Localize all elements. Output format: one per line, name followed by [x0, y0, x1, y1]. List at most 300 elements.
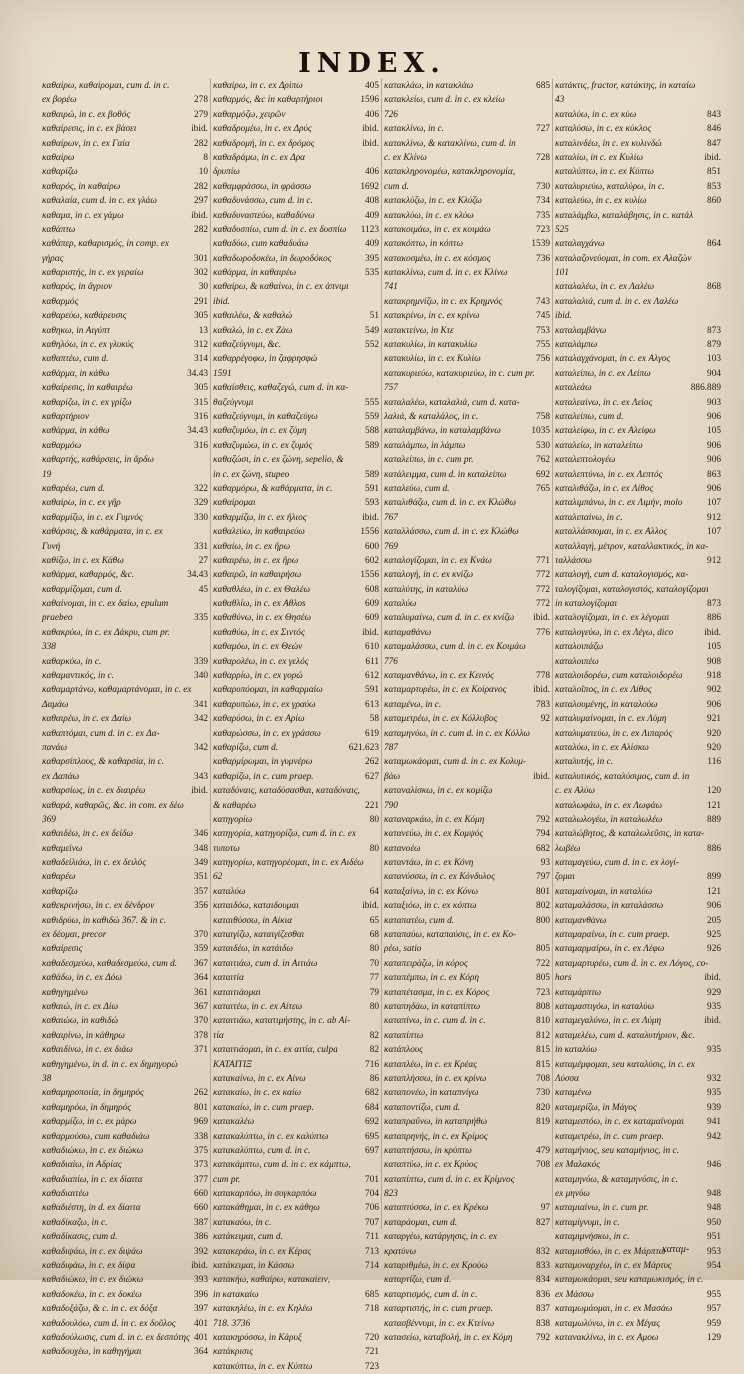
- page-reference: 904: [707, 368, 721, 379]
- page-reference: 535: [365, 268, 379, 279]
- index-entry: [555, 1101, 721, 1115]
- index-entry: [213, 1259, 379, 1273]
- page-reference: 730: [536, 1088, 550, 1099]
- index-term: καθηγημένω, in d. in c. ex δημηγορώ: [42, 1059, 178, 1070]
- page-reference: 312: [194, 340, 208, 351]
- index-term: κατακυλίω, in κατακυλίω: [384, 340, 478, 351]
- index-term: κατανύσσω, in c. ex Κόνδυλος: [384, 872, 495, 883]
- index-entry: [384, 655, 550, 669]
- index-entry: [42, 813, 208, 827]
- page-reference: 356: [194, 901, 208, 912]
- index-entry: [555, 482, 721, 496]
- index-term: καταλείπω, in c. cum pr.: [384, 455, 474, 466]
- index-entry: [555, 914, 721, 928]
- index-entry: [42, 180, 208, 194]
- index-entry: [213, 683, 379, 697]
- index-term: κατάκτις, fractor, κατάκτης, in καταίω: [555, 81, 696, 91]
- page-reference: 701: [365, 1174, 379, 1185]
- index-term: καθαδοκέω, in c. ex δοκέω: [42, 1289, 142, 1300]
- index-entry: [555, 942, 721, 956]
- page-reference: 305: [194, 311, 208, 322]
- index-entry: [555, 209, 721, 223]
- index-entry: [42, 971, 208, 985]
- page-reference: 387: [194, 1217, 208, 1228]
- page-reference: 1035: [531, 426, 550, 437]
- index-term: κατακλύω, in c. ex κλύω: [384, 210, 474, 221]
- index-entry: [42, 597, 208, 611]
- page-reference: 13: [198, 325, 208, 336]
- index-entry: [42, 827, 208, 841]
- page-reference: 80: [369, 1002, 379, 1012]
- page-reference: 734: [536, 196, 550, 207]
- index-column-1: [42, 79, 208, 1358]
- page-reference: ibid.: [191, 1261, 208, 1272]
- page-reference: 797: [536, 872, 550, 883]
- index-term: καταμαγεύω, cum d. in c. ex λογί-: [555, 858, 679, 869]
- index-term: praebeo: [42, 613, 73, 624]
- index-term: καθαιώω, in καθιδώ: [42, 1016, 118, 1027]
- index-entry: [555, 583, 721, 597]
- index-entry: [555, 324, 721, 338]
- index-term: καταλεπτύνω, in c. ex Λεπτός: [555, 469, 663, 480]
- index-term: κατακαίω, in c. ex καίω: [213, 1088, 302, 1099]
- index-term: καθαρμούσω, cum καθαδιάω: [42, 1131, 150, 1142]
- index-entry: [213, 496, 379, 510]
- index-entry: [213, 525, 379, 539]
- index-term: καταιδόω, καταιδουμαι: [213, 901, 299, 912]
- index-entry: [384, 698, 550, 712]
- page-reference: 8: [203, 152, 208, 163]
- index-term: κατασείω, καταβολή, in c. ex Κόμη: [384, 1332, 513, 1343]
- page-reference: 832: [536, 1246, 550, 1257]
- page-reference: ibid.: [362, 124, 379, 135]
- page-reference: 735: [536, 210, 550, 221]
- page-reference: 707: [365, 1217, 379, 1228]
- page-reference: 316: [194, 440, 208, 451]
- index-term: καταμαραίνω, in c. cum praep.: [555, 930, 670, 941]
- index-term: καταπειράζω, in κόρος: [384, 958, 468, 969]
- page-reference: 613: [365, 699, 379, 710]
- page-reference: 723: [365, 1361, 379, 1372]
- index-entry: [213, 223, 379, 237]
- index-entry: [42, 611, 208, 625]
- index-entry: [42, 482, 208, 496]
- page-reference: 377: [194, 1174, 208, 1185]
- index-entry: [384, 640, 550, 654]
- index-entry: [42, 784, 208, 798]
- index-entry: [42, 338, 208, 352]
- index-term: καθαιρέω, in c. ex ἥρω: [213, 555, 299, 566]
- index-entry: [555, 611, 721, 625]
- index-entry: [555, 1158, 721, 1172]
- index-entry: [555, 1317, 721, 1331]
- index-entry: [384, 1086, 550, 1100]
- page-reference: 697: [365, 1145, 379, 1156]
- index-term: καταπονέω, in καταπνίγω: [384, 1088, 479, 1099]
- page-reference: 692: [365, 1117, 379, 1128]
- index-term: καθαδίκαζω, in c.: [42, 1217, 108, 1228]
- index-term: καταλύτης, in καταλύω: [384, 584, 469, 595]
- index-term: καθαιδέω, in c. ex δείδω: [42, 829, 133, 840]
- page-reference: 685: [536, 81, 550, 91]
- page-reference: 836: [536, 1289, 550, 1300]
- page-reference: 837: [536, 1304, 550, 1315]
- index-entry: [555, 655, 721, 669]
- index-term: καθηλόω, in c. ex γλυκύς: [42, 340, 134, 351]
- index-term: κατακλάω, in κατακλάω: [384, 81, 474, 91]
- index-entry: [213, 381, 379, 395]
- index-term: καταμωκάομαι, cum d. in c. ex Κολυμ-: [384, 757, 527, 768]
- index-term: καταλύσω, in c. ex κύκλος: [555, 124, 652, 135]
- index-entry: [42, 137, 208, 151]
- page-reference: 611: [365, 656, 379, 667]
- index-entry: [42, 540, 208, 554]
- page-reference: 282: [194, 138, 208, 149]
- index-term: & καθαρέω: [213, 800, 257, 811]
- index-entry: [42, 324, 208, 338]
- index-term: καθαίρεσις: [42, 944, 83, 955]
- index-term: ζομαι: [555, 872, 576, 883]
- page-reference: 838: [536, 1318, 550, 1329]
- index-entry: [213, 367, 379, 381]
- page-reference: 359: [194, 944, 208, 955]
- index-term: καθαρώσσω, in c. ex γράσσω: [213, 728, 321, 739]
- page-reference: 93: [540, 858, 550, 869]
- index-entry: [384, 280, 550, 294]
- index-term: καθαμφράσσω, in φράσσω: [213, 181, 312, 192]
- index-term: καταπέμπω, in c. ex Κόρη: [384, 973, 479, 984]
- index-term: καθαρμόω: [42, 440, 82, 451]
- page-reference: 704: [365, 1189, 379, 1200]
- page-reference: 753: [536, 325, 550, 336]
- index-entry: [42, 554, 208, 568]
- index-entry: [213, 784, 379, 798]
- index-term: καθαδεσμεύω, καθαδεσμεύω, cum d.: [42, 958, 178, 969]
- index-term: καταλλάσσω, cum d. in c. ex Κλώθω: [384, 527, 519, 538]
- page-reference: 755: [536, 340, 550, 351]
- index-term: καταπλήσσω, in c. ex κρίνω: [384, 1073, 487, 1084]
- index-term: καταρτιστής, in c. cum praep.: [384, 1304, 494, 1315]
- index-entry: [213, 597, 379, 611]
- index-entry: [213, 1086, 379, 1100]
- page-reference: 889: [707, 814, 721, 825]
- index-term: 741: [384, 282, 398, 293]
- page-reference: 873: [707, 599, 721, 610]
- index-term: καταιδέω, in κατάιδω: [213, 944, 293, 955]
- index-entry: [42, 856, 208, 870]
- index-term: ex Μάσσω: [555, 1289, 594, 1300]
- page-reference: 591: [365, 483, 379, 494]
- index-term: κατακαλύπτω, cum d. in c.: [213, 1145, 311, 1156]
- index-term: καταριθμέω, in c. ex Κρούω: [384, 1261, 488, 1272]
- page-reference: 335: [194, 613, 208, 624]
- index-entry: [42, 741, 208, 755]
- page-reference: 758: [536, 411, 550, 422]
- index-entry: [42, 712, 208, 726]
- index-term: 823: [384, 1189, 398, 1200]
- index-term: καθαρμίζω, in c. ex ἥλιος: [213, 512, 307, 523]
- index-entry: [42, 1101, 208, 1115]
- index-entry: [384, 194, 550, 208]
- index-entry: [555, 223, 721, 237]
- index-entry: [555, 597, 721, 611]
- page-reference: 314: [194, 354, 208, 365]
- index-term: καταλοιπάζω: [555, 642, 604, 653]
- index-entry: [42, 165, 208, 179]
- page-reference: 820: [536, 1102, 550, 1113]
- page-reference: 205: [707, 915, 721, 926]
- index-term: καθαίρω, in c. ex Δρίπω: [213, 81, 303, 91]
- index-entry: [555, 540, 721, 554]
- index-entry: [213, 1201, 379, 1215]
- index-term: πανάω: [42, 742, 68, 753]
- page-reference: 794: [536, 829, 550, 840]
- page-reference: 684: [365, 1102, 379, 1113]
- page-reference: 329: [194, 498, 208, 509]
- index-term: καταργέω, κατάργησις, in c. ex: [384, 1232, 498, 1243]
- index-term: καθακρύω, in c. ex Δάκρυ, cum pr.: [42, 627, 170, 638]
- index-entry: [213, 1029, 379, 1043]
- page-reference: 718: [365, 1304, 379, 1315]
- index-term: καθάρμα, καθαρμός, &c.: [42, 570, 135, 581]
- index-entry: [384, 683, 550, 697]
- index-term: καθαριστής, in c. ex γεραίω: [42, 268, 144, 279]
- page-reference: 367: [194, 1002, 208, 1012]
- index-term: καταλιθάζω, cum d. in c. ex Κλώθω: [384, 498, 516, 509]
- index-entry: [384, 209, 550, 223]
- index-entry: [555, 1000, 721, 1014]
- index-term: καθαρτής, καθάρσεις, in ἄρδω: [42, 455, 154, 466]
- index-entry: [555, 784, 721, 798]
- index-term: καταιτέω, in c. ex Αίτεω: [213, 1002, 303, 1012]
- index-term: καταλαγχάνω: [555, 239, 605, 250]
- page-reference: 279: [194, 109, 208, 120]
- index-entry: [42, 223, 208, 237]
- page-reference: 860: [707, 196, 721, 207]
- page-reference: 331: [194, 541, 208, 552]
- page-reference: ibid.: [533, 613, 550, 624]
- index-entry: [384, 568, 550, 582]
- page-reference: 305: [194, 383, 208, 394]
- index-entry: [555, 827, 721, 841]
- page-reference: 953: [707, 1246, 721, 1257]
- page-reference: 762: [536, 455, 550, 466]
- page-reference: 906: [707, 901, 721, 912]
- index-term: καταιγίζω, καταιγίζεσθαι: [213, 930, 305, 941]
- page-reference: 925: [707, 930, 721, 941]
- index-entry: [384, 266, 550, 280]
- index-term: καταπρηνής, in c. ex Κρίμος: [384, 1131, 488, 1142]
- index-term: 776: [384, 656, 398, 667]
- index-term: καθαζεύγνυμι, &c.: [213, 340, 282, 351]
- index-term: καταλεαίνω, in c. ex Λείος: [555, 397, 653, 408]
- index-entry: [384, 741, 550, 755]
- index-term: καταλογίζομαι, in c. ex Κνάω: [384, 555, 492, 566]
- index-entry: [555, 986, 721, 1000]
- index-term: καθαίρεσις, in καθαιρέω: [42, 383, 133, 394]
- page-reference: 593: [365, 498, 379, 509]
- index-term: καταμιαίνω, in c. cum pr.: [555, 1203, 649, 1214]
- index-term: καταλαλέω, in c. ex Λαλέω: [555, 282, 655, 293]
- index-entry: [555, 1130, 721, 1144]
- index-term: καθαδιαιτέω: [42, 1189, 89, 1200]
- index-term: καθαίνομαι, in c. ex δαίω, epulum: [42, 599, 169, 610]
- index-entry: [384, 165, 550, 179]
- page-reference: 708: [536, 1073, 550, 1084]
- index-entry: [42, 266, 208, 280]
- index-entry: [213, 1158, 379, 1172]
- index-term: καθαμαντικός, in c.: [42, 671, 114, 682]
- index-entry: [384, 324, 550, 338]
- page-reference: 1596: [360, 95, 379, 106]
- index-term: καθαιλέω, & καθαλώ: [213, 311, 293, 322]
- page-reference: 10: [198, 167, 208, 178]
- index-entry: [42, 1259, 208, 1273]
- page-reference: 291: [194, 296, 208, 307]
- page-reference: 408: [365, 196, 379, 207]
- index-term: καθαρσίως, in c. ex διαιρέω: [42, 786, 146, 797]
- index-entry: [42, 1317, 208, 1331]
- page-reference: ibid.: [533, 685, 550, 696]
- index-term: κατακλίνω, in c.: [384, 124, 444, 135]
- index-entry: [384, 1245, 550, 1259]
- index-entry: [384, 1201, 550, 1215]
- index-column-3: [384, 79, 550, 1343]
- index-entry: [213, 885, 379, 899]
- index-term: καθάρμα, in κάθω: [42, 368, 110, 379]
- page-reference: 1556: [360, 527, 379, 538]
- page-reference: 65: [369, 915, 379, 926]
- index-term: κατακαρπόω, in συγκαρπόω: [213, 1189, 317, 1200]
- index-entry: [555, 1144, 721, 1158]
- page-reference: 315: [194, 397, 208, 408]
- index-term: καθαζώσι, in c. ex ζώνη, sepelio, &: [213, 455, 344, 466]
- index-entry: [555, 813, 721, 827]
- index-entry: [555, 741, 721, 755]
- index-entry: [384, 93, 550, 107]
- page-reference: ibid.: [533, 771, 550, 782]
- index-term: ex δέομαι, precor: [42, 930, 107, 941]
- page-reference: ibid.: [704, 1016, 721, 1027]
- index-entry: [384, 381, 550, 395]
- page-reference: 808: [536, 1002, 550, 1012]
- index-term: καταμελέω, cum d. καταλυτήριον, &c.: [555, 1030, 695, 1041]
- index-entry: [42, 1130, 208, 1144]
- index-entry: [42, 1201, 208, 1215]
- index-term: καθαιρῶ, in καθαιρήσω: [213, 570, 302, 581]
- index-entry: [42, 698, 208, 712]
- index-entry: [213, 899, 379, 913]
- index-entry: [213, 655, 379, 669]
- page-reference: 802: [536, 901, 550, 912]
- index-entry: [42, 942, 208, 956]
- page-reference: 116: [707, 757, 721, 768]
- index-entry: [42, 439, 208, 453]
- index-term: ibid.: [555, 311, 572, 322]
- index-entry: [555, 410, 721, 424]
- index-term: καταλωφάω, in c. ex Λωφάω: [555, 800, 663, 811]
- index-entry: [213, 266, 379, 280]
- index-entry: [384, 137, 550, 151]
- index-term: καταλυμαίνω, cum d. in c. ex κνίζω: [384, 613, 515, 624]
- index-entry: [213, 842, 379, 856]
- index-term: καθαδρομή, in c. ex δρόμος: [213, 138, 315, 149]
- index-term: ταλογίζομαι, καταλογιστός, καταλογίζομαι: [555, 584, 709, 595]
- page-reference: 105: [707, 426, 721, 437]
- index-term: καθαθύω, in c. ex Σιντός: [213, 627, 305, 638]
- page-reference: 82: [369, 1045, 379, 1056]
- index-entry: [213, 1345, 379, 1359]
- index-term: κατάκρισις: [213, 1347, 253, 1358]
- index-entry: [213, 611, 379, 625]
- page-reference: 370: [194, 930, 208, 941]
- index-term: καθαμηρόω, in δημηρός: [42, 1102, 132, 1113]
- index-entry: [555, 928, 721, 942]
- index-entry: [555, 554, 721, 568]
- page-reference: 297: [194, 196, 208, 207]
- index-term: καταλαμβάνω: [555, 325, 607, 336]
- index-term: καθαρίζω, cum d.: [213, 742, 279, 753]
- index-entry: [555, 439, 721, 453]
- index-entry: [384, 439, 550, 453]
- index-entry: [384, 410, 550, 424]
- index-entry: [213, 295, 379, 309]
- index-term: καθαρέω, cum d.: [42, 483, 105, 494]
- index-entry: [555, 338, 721, 352]
- index-term: καθεκρινήσω, in c. ex δένδρον: [42, 901, 155, 912]
- page-reference: ibid.: [191, 210, 208, 221]
- index-term: καθαδιώκω, in c. ex διώκω: [42, 1275, 144, 1286]
- index-entry: [555, 453, 721, 467]
- index-term: καταιτιάομαι: [213, 987, 261, 998]
- index-entry: [384, 611, 550, 625]
- index-term: καθαίω, in c. ex ἥρω: [213, 541, 291, 552]
- index-term: καθαδωροδοκέω, in δωροδόκος: [213, 253, 332, 264]
- index-term: θαζεύγνυμι: [213, 397, 254, 408]
- page-reference: 730: [536, 181, 550, 192]
- index-term: καταλλαγή, μέτρον, καταλλακτικός, in κα-: [555, 541, 709, 552]
- index-entry: [213, 1101, 379, 1115]
- page-reference: 951: [707, 1232, 721, 1243]
- index-term: καθαίρω, in c. ex γῆρ: [42, 498, 121, 509]
- index-entry: [384, 482, 550, 496]
- index-entry: [555, 1029, 721, 1043]
- index-term: καταράομαι, cum d.: [384, 1217, 458, 1228]
- index-entry: [384, 79, 550, 93]
- page-reference: 714: [365, 1261, 379, 1272]
- index-entry: [555, 870, 721, 884]
- page-reference: 920: [707, 728, 721, 739]
- index-entry: [42, 870, 208, 884]
- page-reference: 262: [365, 757, 379, 768]
- index-entry: [384, 1130, 550, 1144]
- index-term: κατακλίνω, cum d. in c. ex Κλίνω: [384, 268, 508, 279]
- page-reference: 588: [365, 426, 379, 437]
- index-term: καταιτιάω, cum d. in Αιτιάω: [213, 958, 318, 969]
- index-term: καταπίνω, in c. cum d. in c.: [384, 1016, 486, 1027]
- index-term: καθαρύσω, in c. ex Αρίω: [213, 714, 305, 725]
- index-term: καταμωλύνω, in c. ex Μέγας: [555, 1318, 661, 1329]
- index-term: κατανεύω, in c. ex Κομψός: [384, 829, 484, 840]
- index-entry: [42, 453, 208, 467]
- index-term: καθαιδίνω, in c. ex διάω: [42, 1045, 133, 1056]
- index-entry: [213, 1115, 379, 1129]
- index-entry: [555, 79, 721, 93]
- page-reference: ibid.: [704, 152, 721, 163]
- index-entry: [213, 1317, 379, 1331]
- index-term: καθαδίκασις, cum d.: [42, 1232, 118, 1243]
- index-entry: [213, 986, 379, 1000]
